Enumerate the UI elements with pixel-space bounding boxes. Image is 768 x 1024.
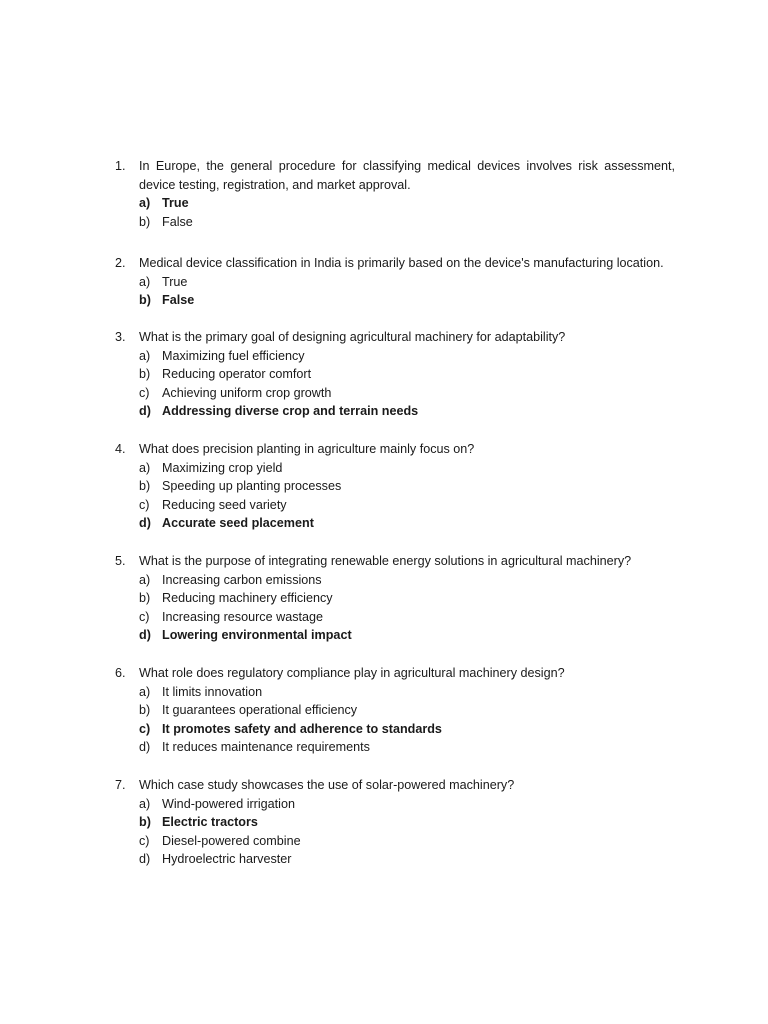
option-b	[139, 813, 675, 832]
option-a	[139, 683, 675, 702]
option-letter: b)	[139, 703, 151, 718]
option-d	[139, 850, 675, 869]
option-letter: d)	[139, 404, 151, 419]
option-text: Accurate seed placement	[162, 516, 314, 531]
option-letter: c)	[139, 721, 151, 736]
option-d	[139, 738, 675, 757]
option-letter: c)	[139, 609, 150, 624]
option-letter: d)	[139, 852, 151, 867]
option-b	[139, 213, 675, 232]
question-text: Medical device classification in India is primarily based on the device's manufacturing location.	[139, 256, 664, 270]
option-text: Reducing machinery efficiency	[162, 591, 333, 606]
option-a	[139, 347, 675, 366]
option-text: Maximizing fuel efficiency	[162, 348, 305, 363]
option-letter: a)	[139, 796, 151, 811]
option-a	[139, 571, 675, 590]
option-letter: a)	[139, 196, 151, 211]
option-text: Hydroelectric harvester	[162, 852, 292, 867]
option-a	[139, 459, 675, 478]
option-text: Wind-powered irrigation	[162, 796, 295, 811]
question-2	[115, 254, 675, 310]
option-text: Increasing carbon emissions	[162, 572, 322, 587]
option-text: True	[162, 196, 189, 211]
option-c	[139, 496, 675, 515]
option-letter: c)	[139, 833, 150, 848]
option-text: Speeding up planting processes	[162, 479, 342, 494]
question-number: 3.	[115, 330, 126, 344]
option-d	[139, 402, 675, 421]
option-letter: b)	[139, 214, 151, 229]
option-letter: c)	[139, 385, 150, 400]
question-number: 6.	[115, 666, 126, 680]
option-text: It promotes safety and adherence to standards	[162, 721, 442, 736]
option-letter: a)	[139, 348, 151, 363]
option-letter: a)	[139, 572, 151, 587]
option-text: Diesel-powered combine	[162, 833, 301, 848]
question-1	[115, 157, 675, 231]
option-text: Lowering environmental impact	[162, 628, 352, 643]
option-text: True	[162, 274, 188, 289]
option-text: It reduces maintenance requirements	[162, 740, 370, 755]
question-3	[115, 328, 675, 421]
question-6	[115, 664, 675, 757]
option-b	[139, 701, 675, 720]
option-text: False	[162, 293, 195, 308]
option-letter: a)	[139, 274, 151, 289]
question-text: In Europe, the general procedure for classifying medical devices involves risk assessment, device testing, registration, and market approval.	[139, 159, 675, 192]
question-text: What does precision planting in agriculture mainly focus on?	[139, 442, 475, 456]
question-5	[115, 552, 675, 645]
option-letter: d)	[139, 740, 151, 755]
option-text: Reducing seed variety	[162, 497, 287, 512]
option-c	[139, 720, 675, 739]
option-a	[139, 273, 675, 292]
option-c	[139, 384, 675, 403]
option-c	[139, 608, 675, 627]
option-text: Reducing operator comfort	[162, 367, 312, 382]
option-d	[139, 626, 675, 645]
question-number: 1.	[115, 159, 126, 173]
option-letter: b)	[139, 293, 151, 308]
option-b	[139, 291, 675, 310]
option-a	[139, 795, 675, 814]
option-text: False	[162, 214, 193, 229]
option-letter: d)	[139, 516, 151, 531]
question-7	[115, 776, 675, 869]
option-b	[139, 589, 675, 608]
question-number: 7.	[115, 778, 126, 792]
option-letter: a)	[139, 684, 151, 699]
option-letter: b)	[139, 367, 151, 382]
option-text: Achieving uniform crop growth	[162, 385, 332, 400]
option-a	[139, 194, 675, 213]
option-b	[139, 477, 675, 496]
question-text: What is the purpose of integrating renewable energy solutions in agricultural machinery?	[139, 554, 632, 568]
option-letter: b)	[139, 591, 151, 606]
option-d	[139, 514, 675, 533]
option-text: Electric tractors	[162, 815, 258, 830]
option-letter: d)	[139, 628, 151, 643]
option-c	[139, 832, 675, 851]
option-letter: c)	[139, 497, 150, 512]
question-number: 4.	[115, 442, 126, 456]
question-number: 2.	[115, 256, 126, 270]
option-letter: a)	[139, 460, 151, 475]
question-text: Which case study showcases the use of solar-powered machinery?	[139, 778, 515, 792]
option-letter: b)	[139, 479, 151, 494]
option-letter: b)	[139, 815, 151, 830]
option-text: Increasing resource wastage	[162, 609, 324, 624]
question-text: What role does regulatory compliance play in agricultural machinery design?	[139, 666, 565, 680]
question-text: What is the primary goal of designing agricultural machinery for adaptability?	[139, 330, 566, 344]
question-4	[115, 440, 675, 533]
option-text: Maximizing crop yield	[162, 460, 283, 475]
option-text: It guarantees operational efficiency	[162, 703, 358, 718]
option-text: It limits innovation	[162, 684, 263, 699]
question-number: 5.	[115, 554, 126, 568]
option-b	[139, 365, 675, 384]
option-text: Addressing diverse crop and terrain needs	[162, 404, 419, 419]
